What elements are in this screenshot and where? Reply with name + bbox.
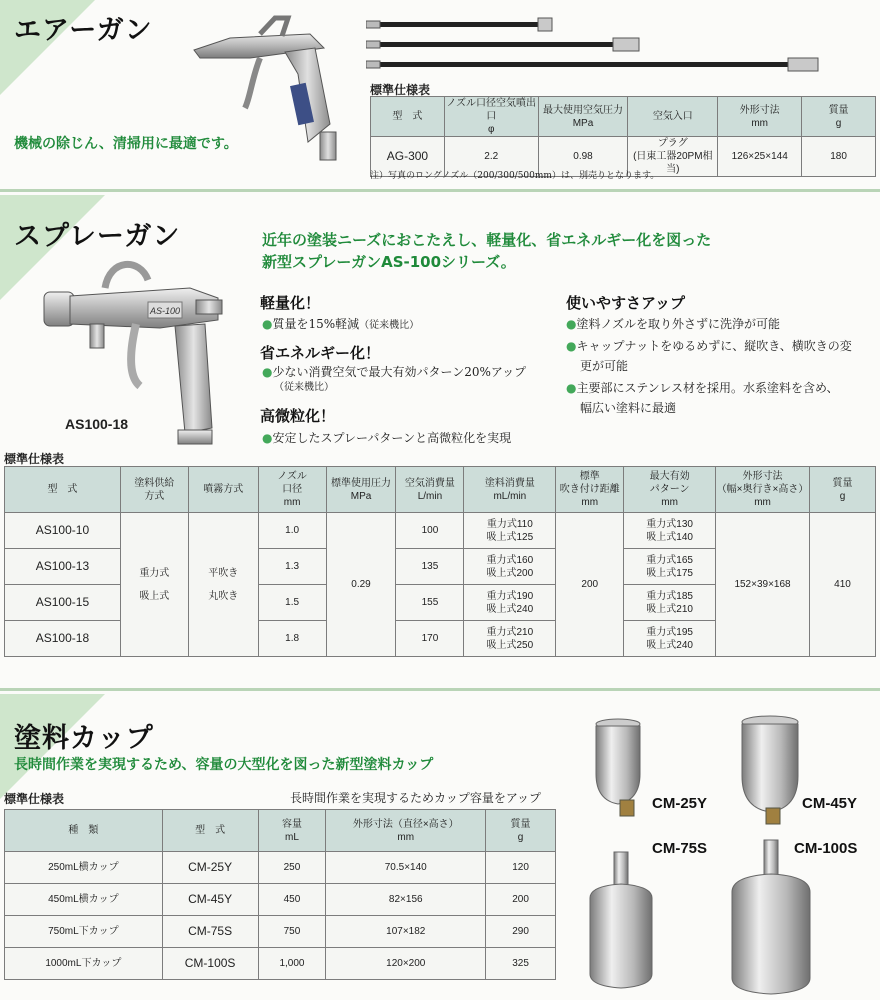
bullet-dot-icon: ● xyxy=(566,317,577,331)
cup-label-cm-100s: CM-100S xyxy=(794,840,858,857)
col-header: 空気消費量 L/min xyxy=(396,467,464,513)
bullet-dot-icon: ● xyxy=(566,381,577,395)
feature-item-note: （従来機比） xyxy=(274,382,334,393)
col-header: ノズル口径空気噴出口 φ xyxy=(444,97,538,137)
bullet-dot-icon: ● xyxy=(262,317,273,331)
spray-gun-photo-label: AS100-18 xyxy=(65,416,129,432)
col-header: 塗料供給 方式 xyxy=(120,467,188,513)
feature-item: ●安定したスプレーパターンと高微粒化を実現 xyxy=(262,431,512,445)
cup-label-cm-75s: CM-75S xyxy=(652,840,708,857)
air-gun-tagline: 機械の除じん、清掃用に最適です。 xyxy=(14,136,238,152)
bullet-dot-icon: ● xyxy=(566,339,577,353)
long-nozzle-image xyxy=(366,14,836,76)
table-row: AS100-15 1.5 155 重力式190 吸上式240 重力式185 吸上式210 xyxy=(5,585,876,621)
col-header: 外形寸法 （幅×奥行き×高さ） mm xyxy=(716,467,810,513)
spray-gun-spec-table xyxy=(4,466,876,657)
feature-item: ●少ない消費空気で最大有効パターン20%アップ xyxy=(262,365,527,379)
col-header: 標準 吹き付け距離 mm xyxy=(556,467,624,513)
gun-badge-text: AS-100 xyxy=(150,306,181,316)
table-row: 250mL横カップ CM-25Y 250 70.5×140 120 xyxy=(5,852,556,884)
col-header: 型 式 xyxy=(5,467,121,513)
table-row: AS100-10 重力式 吸上式 平吹き 丸吹き 1.0 0.29 100 重力式110 吸上式125 200 重力式130 吸上式140 152×39×168 410 xyxy=(5,513,876,549)
col-header: 外形寸法 mm xyxy=(718,97,802,137)
air-gun-spec-table xyxy=(370,96,876,177)
col-header: ノズル 口径 mm xyxy=(258,467,326,513)
feature-heading: 高微粒化！ xyxy=(260,407,336,425)
col-header: 型 式 xyxy=(371,97,445,137)
section-divider xyxy=(0,189,880,192)
paint-cup-title: 塗料カップ xyxy=(14,723,154,754)
paint-cup-spec-table xyxy=(4,809,556,980)
feature-heading: 使いやすさアップ xyxy=(566,294,685,312)
feature-item: ●質量を15%軽減（従来機比） xyxy=(262,317,420,331)
table-row: AS100-13 1.3 135 重力式160 吸上式200 重力式165 吸上式175 xyxy=(5,549,876,585)
col-header: 標準使用圧力 MPa xyxy=(326,467,396,513)
col-header: 型 式 xyxy=(162,810,258,852)
paint-cup-tagline: 長時間作業を実現するため、容量の大型化を図った新型塗料カップ xyxy=(14,757,434,773)
table-row: 750mL下カップ CM-75S 750 107×182 290 xyxy=(5,916,556,948)
table-row: AS100-18 1.8 170 重力式210 吸上式250 重力式195 吸上式240 xyxy=(5,621,876,657)
col-header: 最大使用空気圧力 MPa xyxy=(538,97,628,137)
table-row: 450mL横カップ CM-45Y 450 82×156 200 xyxy=(5,884,556,916)
col-header: 種 類 xyxy=(5,810,163,852)
air-gun-note: 注）写真のロングノズル（200/300/500mm）は、別売りとなります。 xyxy=(370,171,660,181)
col-header: 最大有効 パターン mm xyxy=(624,467,716,513)
feature-item: ●主要部にステンレス材を採用。水系塗料を含め、 幅広い塗料に最適 xyxy=(566,381,839,415)
col-header: 塗料消費量 mL/min xyxy=(464,467,556,513)
feature-item: ●キャップナットをゆるめずに、縦吹き、横吹きの変 更が可能 xyxy=(566,339,852,373)
cup-label-cm-25y: CM-25Y xyxy=(652,795,708,812)
section-divider xyxy=(0,688,880,691)
col-header: 空気入口 xyxy=(628,97,718,137)
air-gun-title: エアーガン xyxy=(14,15,153,46)
air-gun-spec-label: 標準仕様表 xyxy=(370,83,431,97)
col-header: 質量 g xyxy=(486,810,556,852)
col-header: 外形寸法（直径×高さ） mm xyxy=(326,810,486,852)
col-header: 噴霧方式 xyxy=(188,467,258,513)
bullet-dot-icon: ● xyxy=(262,365,273,379)
paint-cup-spec-label: 標準仕様表 xyxy=(4,792,65,806)
col-header: 容量 mL xyxy=(258,810,326,852)
table-row: AG-300 2.2 0.98 プラグ (日東工器20PM相当) 126×25×144 180 xyxy=(371,137,876,177)
bullet-dot-icon: ● xyxy=(262,431,273,445)
table-row: 1000mL下カップ CM-100S 1,000 120×200 325 xyxy=(5,948,556,980)
feature-heading: 軽量化！ xyxy=(260,294,321,312)
spray-gun-headline-1: 近年の塗装ニーズにおこたえし、軽量化、省エネルギー化を図った xyxy=(262,231,712,249)
spray-gun-spec-label: 標準仕様表 xyxy=(4,452,65,466)
col-header: 質量 g xyxy=(802,97,876,137)
feature-item: ●塗料ノズルを取り外さずに洗浄が可能 xyxy=(566,317,781,331)
col-header: 質量 g xyxy=(810,467,876,513)
cup-label-cm-45y: CM-45Y xyxy=(802,795,858,812)
feature-heading: 省エネルギー化！ xyxy=(260,344,381,362)
spray-gun-headline-2: 新型スプレーガンAS-100シリーズ。 xyxy=(262,253,516,271)
spray-gun-title: スプレーガン xyxy=(14,221,181,252)
paint-cup-subcaption: 長時間作業を実現するためカップ容量をアップ xyxy=(290,791,542,805)
